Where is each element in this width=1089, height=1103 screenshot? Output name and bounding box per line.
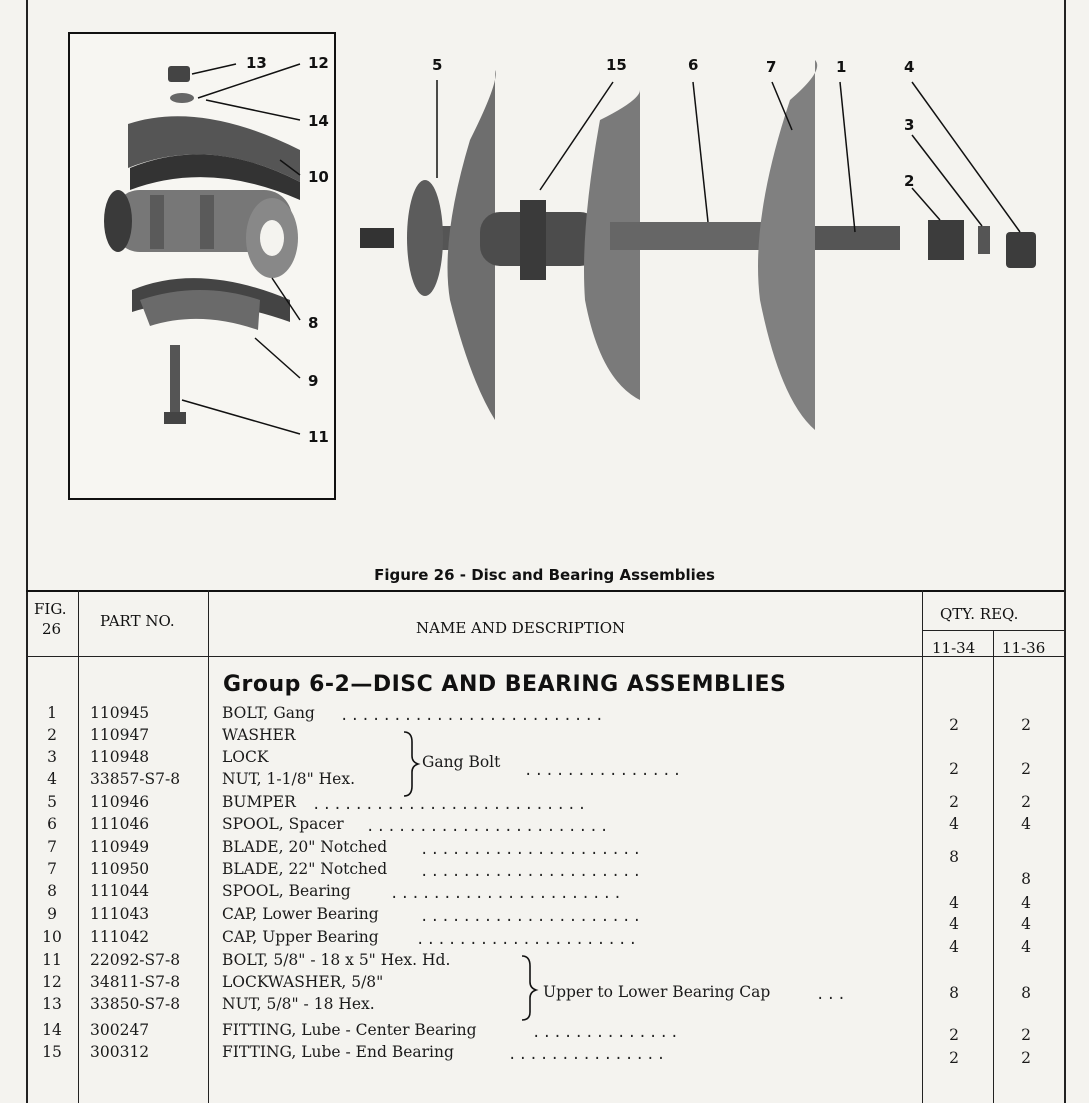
dot-leader: ..................... <box>420 842 644 858</box>
row-qty-11-36: 2 <box>1021 793 1031 811</box>
callout-14: 14 <box>308 112 329 130</box>
row-fig: 9 <box>47 905 57 923</box>
row-qty-11-34: 4 <box>949 915 959 933</box>
row-part-no: 22092-S7-8 <box>90 951 181 969</box>
row-qty-11-34: 4 <box>949 894 959 912</box>
callout-13: 13 <box>246 54 267 72</box>
figure-caption: Figure 26 - Disc and Bearing Assemblies <box>374 566 715 584</box>
header-fig: FIG. <box>34 600 67 618</box>
row-qty-11-36: 4 <box>1021 938 1031 956</box>
row-fig: 4 <box>47 770 57 788</box>
row-part-no: 110948 <box>90 748 150 766</box>
row-fig: 7 <box>47 838 57 856</box>
row-name: WASHER <box>222 726 296 744</box>
row-fig: 15 <box>42 1043 62 1061</box>
callout-9: 9 <box>308 372 319 390</box>
row-part-no: 110947 <box>90 726 150 744</box>
row-name: BLADE, 22" Notched <box>222 860 388 878</box>
row-part-no: 300247 <box>90 1021 150 1039</box>
row-qty-11-34: 2 <box>949 793 959 811</box>
row-part-no: 111043 <box>90 905 150 923</box>
row-name: BOLT, Gang <box>222 704 315 722</box>
row-qty-11-36: 2 <box>1021 1049 1031 1067</box>
dot-leader: ..................... <box>420 909 644 925</box>
dot-leader: ... <box>816 987 848 1003</box>
header-fig-number: 26 <box>42 620 62 638</box>
row-fig: 12 <box>42 973 62 991</box>
gang-bolt-qty-11-34: 2 <box>949 760 959 778</box>
row-qty-11-34: 2 <box>949 1026 959 1044</box>
gang-bolt-qty-11-36: 2 <box>1021 760 1031 778</box>
row-name: SPOOL, Bearing <box>222 882 351 900</box>
row-part-no: 110946 <box>90 793 150 811</box>
row-part-no: 110950 <box>90 860 150 878</box>
row-name: NUT, 1-1/8" Hex. <box>222 770 355 788</box>
row-fig: 8 <box>47 882 57 900</box>
callout-4: 4 <box>904 58 915 76</box>
dot-leader: ......................... <box>340 708 606 724</box>
row-qty-11-34: 2 <box>949 716 959 734</box>
row-part-no: 110945 <box>90 704 150 722</box>
header-qty-11-34: 11-34 <box>932 639 976 657</box>
row-name: FITTING, Lube - End Bearing <box>222 1043 454 1061</box>
row-fig: 11 <box>42 951 62 969</box>
callout-2: 2 <box>904 172 915 190</box>
row-qty-11-36: 4 <box>1021 915 1031 933</box>
row-part-no: 33857-S7-8 <box>90 770 181 788</box>
callout-6: 6 <box>688 56 699 74</box>
row-part-no: 111044 <box>90 882 150 900</box>
callout-7: 7 <box>766 58 777 76</box>
row-qty-11-36: 4 <box>1021 815 1031 833</box>
row-fig: 7 <box>47 860 57 878</box>
dot-leader: ..................... <box>420 864 644 880</box>
gang-bolt-label: Gang Bolt <box>422 753 501 771</box>
callout-3: 3 <box>904 116 915 134</box>
row-qty-11-34: 4 <box>949 938 959 956</box>
group-title: Group 6-2—DISC AND BEARING ASSEMBLIES <box>223 672 787 697</box>
row-qty-11-34: 2 <box>949 1049 959 1067</box>
header-qty-req: QTY. REQ. <box>940 605 1019 623</box>
row-name: NUT, 5/8" - 18 Hex. <box>222 995 375 1013</box>
dot-leader: ..................... <box>416 932 640 948</box>
row-qty-11-36: 8 <box>1021 870 1031 888</box>
callout-8: 8 <box>308 314 319 332</box>
bearing-cap-qty-11-36: 8 <box>1021 984 1031 1002</box>
callout-1: 1 <box>836 58 847 76</box>
row-qty-11-36: 2 <box>1021 716 1031 734</box>
callout-15: 15 <box>606 56 627 74</box>
callout-12: 12 <box>308 54 329 72</box>
row-name: CAP, Lower Bearing <box>222 905 379 923</box>
row-fig: 14 <box>42 1021 62 1039</box>
bearing-cap-qty-11-34: 8 <box>949 984 959 1002</box>
callout-11: 11 <box>308 428 329 446</box>
row-qty-11-34: 4 <box>949 815 959 833</box>
dot-leader: ............... <box>524 763 684 779</box>
row-fig: 13 <box>42 995 62 1013</box>
row-name: CAP, Upper Bearing <box>222 928 379 946</box>
row-fig: 5 <box>47 793 57 811</box>
callout-5: 5 <box>432 56 443 74</box>
header-qty-11-36: 11-36 <box>1002 639 1046 657</box>
row-part-no: 111046 <box>90 815 150 833</box>
row-part-no: 34811-S7-8 <box>90 973 181 991</box>
row-fig: 6 <box>47 815 57 833</box>
row-name: BOLT, 5/8" - 18 x 5" Hex. Hd. <box>222 951 451 969</box>
row-fig: 2 <box>47 726 57 744</box>
header-name-description: NAME AND DESCRIPTION <box>416 619 626 637</box>
row-part-no: 33850-S7-8 <box>90 995 181 1013</box>
row-fig: 3 <box>47 748 57 766</box>
row-part-no: 111042 <box>90 928 150 946</box>
row-qty-11-36: 4 <box>1021 894 1031 912</box>
row-part-no: 110949 <box>90 838 150 856</box>
callout-10: 10 <box>308 168 329 186</box>
bearing-cap-label: Upper to Lower Bearing Cap <box>543 983 771 1001</box>
row-name: FITTING, Lube - Center Bearing <box>222 1021 477 1039</box>
header-part-no: PART NO. <box>100 612 175 630</box>
dot-leader: ....................... <box>366 819 611 835</box>
row-name: BUMPER <box>222 793 296 811</box>
dot-leader: .............. <box>532 1025 681 1041</box>
row-name: SPOOL, Spacer <box>222 815 344 833</box>
row-qty-11-36: 2 <box>1021 1026 1031 1044</box>
row-name: LOCKWASHER, 5/8" <box>222 973 384 991</box>
row-fig: 1 <box>47 704 57 722</box>
row-name: LOCK <box>222 748 269 766</box>
dot-leader: ...................... <box>390 886 624 902</box>
row-qty-11-34: 8 <box>949 848 959 866</box>
dot-leader: .......................... <box>312 797 589 813</box>
dot-leader: ............... <box>508 1047 668 1063</box>
row-fig: 10 <box>42 928 62 946</box>
row-part-no: 300312 <box>90 1043 150 1061</box>
row-name: BLADE, 20" Notched <box>222 838 388 856</box>
